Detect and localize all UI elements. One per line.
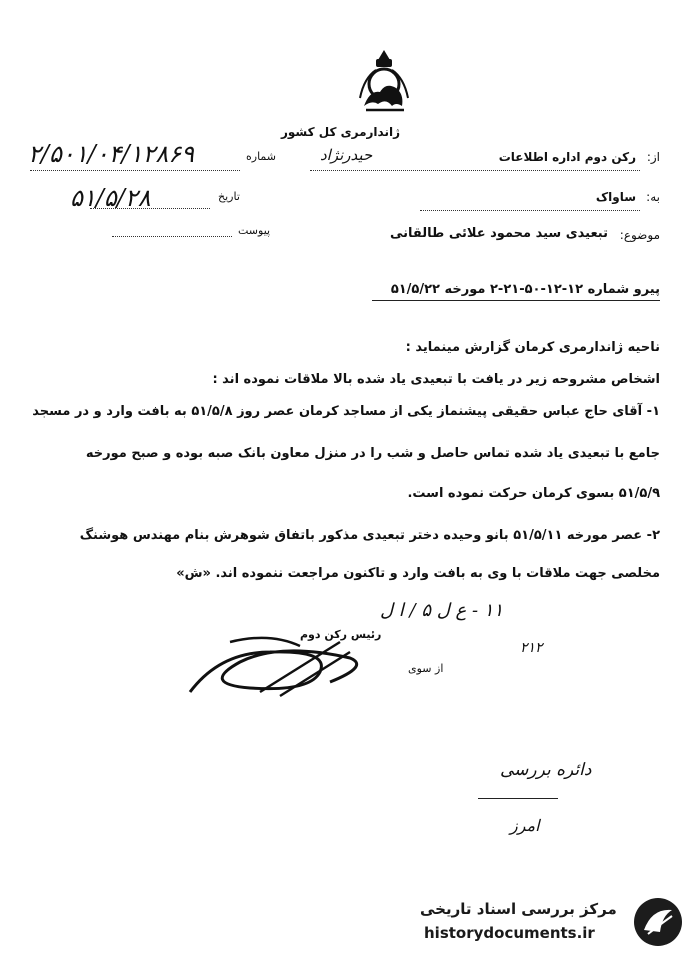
body-line-3: ۱- آقای حاج عباس حقیقی پیشنماز یکی از مساجد کرمان عصر روز ۵۱/۵/۸ به بافت وارد و در مسجد [32, 404, 660, 419]
signature-printed-line: از سوی [408, 662, 444, 675]
attachment-label: پیوست [238, 224, 271, 237]
from-label: از: [646, 150, 660, 164]
attachment-dotted-line [112, 236, 232, 237]
organization-name: ژاندارمری کل کشور [280, 125, 400, 139]
number-dotted-line [30, 170, 240, 171]
to-dotted-line [420, 210, 640, 211]
letter-number-value: ۲/۵۰۱/۰۴/۱۲۸۶۹ [28, 140, 195, 168]
from-dotted-line [310, 170, 640, 171]
reference-underline [372, 300, 660, 301]
from-value: رکن دوم اداره اطلاعات [498, 150, 636, 164]
signature-printed-title: رئیس رکن دوم [300, 628, 382, 641]
body-line-7: مخلصی جهت ملاقات با وی به بافت وارد و تاکنون مراجعت ننموده اند. «ش» [176, 566, 660, 581]
number-label: شماره [246, 150, 277, 163]
reference-line: پیرو شماره ۱۲-۱۲-۵۰-۲۱-۲ مورخه ۵۱/۵/۲۲ [390, 282, 660, 297]
letter-date-value: ۵۱/۵/۲۸ [70, 184, 151, 212]
body-line-2: اشخاص مشروحه زیر در یافت با تبعیدی یاد شده بالا ملاقات نموده اند : [212, 372, 660, 387]
body-line-6: ۲- عصر مورخه ۵۱/۵/۱۱ بانو وحیده دختر تبعیدی مذکور باتفاق شوهرش بنام مهندس هوشنگ [79, 528, 660, 543]
handwritten-annotation-2: امرز [510, 816, 540, 835]
body-line-5: ۵۱/۵/۹ بسوی کرمان حرکت نموده است. [407, 486, 660, 501]
to-value: ساواک [595, 190, 636, 204]
watermark-title: مرکز بررسی اسناد تاریخی [420, 900, 617, 918]
from-handwritten-note: حیدرنژاد [320, 146, 373, 164]
annotation-underline [478, 798, 558, 799]
to-label: به: [646, 190, 660, 204]
lion-and-sun-emblem-icon [356, 48, 412, 120]
date-label: تاریخ [218, 190, 240, 203]
body-line-1: ناحیه ژاندارمری کرمان گزارش مینماید : [405, 340, 660, 355]
signature-scribble-icon [180, 622, 380, 702]
date-dotted-line [90, 208, 210, 209]
subject-label: موضوع: [619, 228, 660, 242]
handwritten-annotation-1: دائره بررسی [500, 760, 592, 780]
body-line-4: جامع با تبعیدی یاد شده تماس حاصل و شب را در منزل معاون بانک صبه بوده و صبح مورخه [85, 446, 660, 461]
watermark-logo-icon [632, 896, 684, 948]
watermark-url: historydocuments.ir [424, 924, 595, 942]
subject-value: تبعیدی سید محمود علائی طالقانی [390, 226, 608, 241]
handwritten-signature-note: ۱۱ - ع ل ۵ / ا ل [380, 600, 504, 621]
handwritten-side-note: ۲۱۲ [520, 640, 543, 656]
